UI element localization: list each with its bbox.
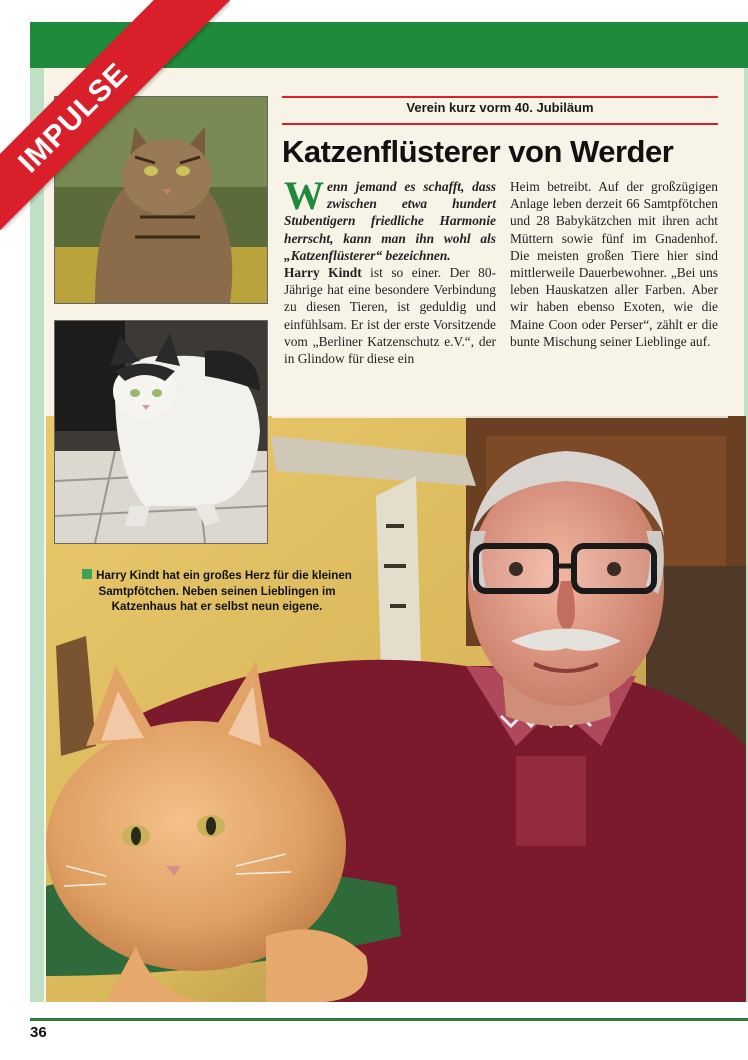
text-column-right	[510, 178, 718, 350]
ribbon-band	[0, 0, 230, 230]
photo-caption	[70, 568, 364, 615]
kicker-rule-top	[282, 96, 718, 98]
caption-text: Harry Kindt hat ein großes Herz für die kleinen Samtpfötchen. Neben seinen Lieblingen im Katzenhaus hat er selbst neun eigene.	[96, 569, 352, 613]
photo-white-cat	[54, 320, 268, 544]
article-kicker: Verein kurz vorm 40. Jubiläum	[406, 100, 594, 115]
body-paragraph-left	[284, 264, 496, 367]
article-lead	[284, 173, 496, 264]
kicker-rule-bottom	[282, 123, 718, 125]
text-column-left	[284, 173, 497, 367]
ribbon-label: IMPULSE	[12, 56, 135, 180]
lead-text: enn jemand es schafft, dass zwischen etwa hundert Stubentigern friedliche Harmonie herrscht, kann man ihn wohl als „Katzenflüsterer“ bezeichnen.	[284, 179, 496, 263]
corner-ribbon	[0, 0, 230, 230]
white-cat-illustration	[55, 321, 267, 543]
caption-bullet-icon	[82, 569, 92, 579]
body-text-right: Heim betreibt. Auf der großzügigen Anlage leben derzeit 66 Samtpfötchen und 28 Babykätzchen mit ihren acht Müttern sowie fünf im Gnadenhof. Die meisten großen Tiere hier sind mittlerweile Dauerbewohner. „Bei uns leben Hauskatzen aller Farben. Aber wir haben ebenso Exoten, wie die Maine Coon oder Perser“, zählt er die bunte Mischung seiner Lieblinge auf.	[510, 179, 718, 349]
drop-cap: W	[284, 173, 324, 218]
article-headline: Katzenflüsterer von Werder	[282, 134, 674, 169]
footer-rule	[30, 1018, 748, 1021]
page-number: 36	[30, 1024, 47, 1041]
body-text-left: ist so einer. Der 80-Jährige hat eine besondere Verbindung zu diesen Tieren, ist geduldig und einfühlsam. Er ist der erste Vorsitzende vom „Berliner Katzenschutz e.V.“, der in Glindow für diese ein	[284, 265, 497, 367]
person-name: Harry Kindt	[284, 265, 362, 281]
